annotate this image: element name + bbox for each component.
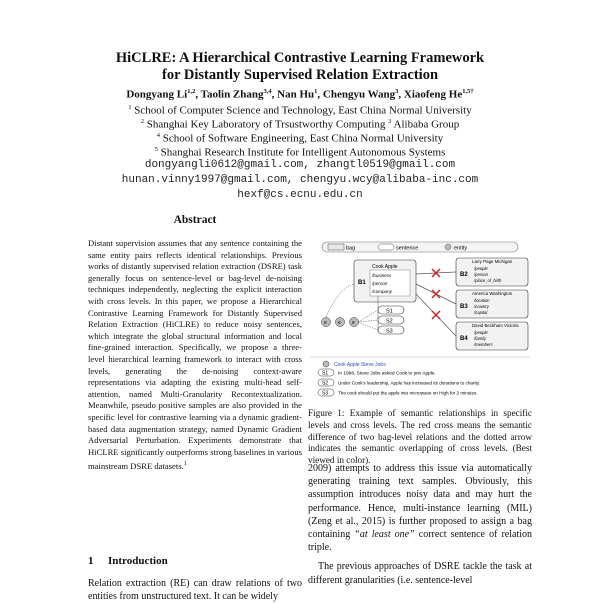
bag-2	[456, 258, 528, 286]
bag-1-rel: /business	[372, 273, 392, 278]
aff-text-2: Alibaba Group	[393, 118, 460, 131]
legend-bag-swatch	[328, 244, 344, 250]
aff-sup: 2	[140, 118, 144, 125]
author-name: Xiaofeng He	[403, 88, 463, 101]
bag-3-rel: /capital	[474, 310, 488, 315]
entity-examples: Cook Apple Steve Jobs	[334, 362, 386, 368]
section-number: 1	[88, 555, 94, 567]
title-line-2: for Distantly Supervised Relation Extraction	[161, 67, 439, 83]
right-column-body	[308, 462, 532, 587]
bag-4-rel: /members	[474, 342, 493, 347]
author-name: Nan Hu	[277, 88, 315, 101]
paper-title	[0, 50, 600, 84]
bag-4-header: David Beckham Victoria	[472, 323, 519, 328]
affiliation-4	[0, 143, 600, 160]
bag-2-rel: /place_of_birth	[474, 278, 502, 283]
author-affiliation-sup: 1,2	[187, 88, 196, 95]
sentence-node-s2	[378, 316, 404, 325]
aff-sup: 1	[128, 104, 132, 111]
bag-4	[456, 322, 528, 350]
bag-2-rel: /person	[474, 272, 488, 277]
bag-3-rel: /country	[474, 304, 489, 309]
author-affiliation-sup: 1,5†	[462, 88, 474, 95]
s1-tag-label: S1	[322, 370, 329, 377]
figure-caption: Figure 1: Example of semantic relationships in specific levels and cross levels. The red cross means the semantic difference of two bag-level relations and the dotted arrow indicates the semantic overlapping of cross levels. (Best viewed in color).	[308, 408, 532, 466]
aff-text: School of Software Engineering, East China Normal University	[162, 132, 444, 145]
entity-label: e	[352, 320, 355, 326]
right-paragraph-2: The previous approaches of DSRE tackle the task at different granularities (i.e. sentence-level	[308, 561, 532, 586]
entity-label: e	[324, 320, 327, 326]
title-line-1: HiCLRE: A Hierarchical Contrastive Learning Framework	[115, 50, 485, 66]
legend-entity-swatch	[445, 244, 451, 250]
author-affiliation-sup: 3,4	[263, 88, 272, 95]
legend-sentence-label: sentence	[396, 245, 419, 252]
bag-1-header: Cook Apple	[372, 264, 398, 270]
red-cross	[432, 269, 440, 319]
right-para1-emphasis: “at least one”	[354, 529, 415, 541]
s1-sentence: In 1998, Steve Jobs asked Cook to join Apple.	[338, 371, 436, 377]
sentence-node-s3	[378, 326, 404, 335]
s2-label: S2	[386, 318, 393, 325]
bag-3-label: B3	[460, 304, 468, 310]
bag-2-rel: /people	[474, 266, 488, 271]
bag-2-header: Larry Page Michigan	[472, 259, 513, 264]
bag-3	[456, 290, 528, 318]
entity-node	[350, 318, 359, 327]
right-para1-tail: correct sentence of relation triple.	[308, 529, 533, 554]
author-affiliation-sup: 1	[314, 88, 318, 95]
author-affiliation-sup: 3	[395, 88, 399, 95]
entity-node	[336, 318, 345, 327]
section-heading	[88, 555, 302, 567]
author-name: Dongyang Li	[126, 88, 188, 101]
aff-sup: 5	[154, 146, 158, 153]
legend-sentence-swatch	[378, 244, 394, 250]
abstract-heading: Abstract	[173, 214, 217, 226]
author-list: Dongyang Li$^{1,2}$, Taolin Zhang$^{3,4}$, Nan Hu$^1$, Chengyu Wang$^3$, Xiaofeng $He^{1,5\dagger}$	[126, 88, 474, 101]
bag-1-rel: /person	[372, 281, 388, 286]
legend-bag-label: bag	[346, 245, 356, 252]
abstract-text: Distant supervision assumes that any sentence containing the same entity pairs reflects identical relationships. Previous works of distantly supervised relation extraction (DSRE) task generally focus on sentence-level or bag-level de-noising techniques independently, neglecting the explicit interaction with cross levels. In this paper, we propose a Hierarchical Contrastive Learning Framework for Distantly Supervised Relation Extraction (HiCLRE) to reduce noisy sentences, which integrate the global structural information and local fine-grained interaction. Specifically, we propose a three-level hierarchical learning framework to interact with cross levels, generating the de-noising context-aware representations via adapting the existing multi-head self-attention, named Multi-Granularity Recontextualization. Meanwhile, pseudo positive samples are also provided in the specific level for contrastive learning via a dynamic gradient-based data augmentation strategy, named Dynamic Gradient Adversarial Perturbation. Experiments demonstrate that HiCLRE significantly outperforms strong baselines in various mainstream DSRE datasets.	[88, 238, 302, 472]
entity-node	[322, 318, 331, 327]
author-name: Chengyu Wang	[322, 88, 396, 101]
email-line-1: dongyangli0612@gmail.com, zhangtl0519@gmail.com	[144, 159, 456, 171]
right-para1-text: 2009) attempts to address this issue via automatically generating training text samples. Obviously, this assumption introduces noisy data and may hurt the performance. Hence, multi-instance learning (MIL) (Zeng et al., 2015) is further proposed to assign a bag containing	[308, 463, 532, 541]
bag-4-label: B4	[460, 336, 468, 342]
entity-label: e	[338, 320, 341, 326]
s2-sentence: Under Cook's leadership, Apple has increased its donations to charity.	[338, 380, 481, 386]
bag-3-header: America Washington	[472, 291, 513, 296]
bag-4-rel: /family	[474, 336, 487, 341]
bag-3-rel: /location	[474, 298, 490, 303]
bag-1-label: B1	[358, 280, 366, 286]
aff-text: Shanghai Key Laboratory of Trsustworthy Computing	[146, 118, 386, 131]
aff-text: Shanghai Research Institute for Intelligent Autonomous Systems	[160, 146, 446, 159]
dotted-arrow	[326, 284, 354, 317]
author-name: Taolin Zhang	[200, 88, 264, 101]
entity-legend-dot	[323, 361, 329, 367]
figure-1	[308, 240, 532, 400]
s3-sentence: The cook should put the apple into microwave on High for 2 minutes.	[338, 390, 478, 396]
dotted-arrow	[358, 322, 378, 330]
abstract-footnote: 1	[183, 460, 187, 468]
section-title: Introduction	[108, 555, 168, 567]
s1-label: S1	[386, 308, 393, 315]
sentence-node-s1	[378, 306, 404, 315]
s2-tag-label: S2	[322, 380, 329, 387]
intro-paragraph: Relation extraction (RE) can draw relations of two entities from unstructured text. It can be widely	[88, 578, 302, 602]
abstract-body	[88, 238, 302, 473]
email-line-2: hunan.vinny1997@gmail.com, chengyu.wcy@alibaba-inc.com	[121, 174, 479, 186]
dotted-arrow	[358, 310, 378, 322]
aff-sup: 4	[156, 132, 161, 139]
bag-4-rel: /people	[474, 330, 488, 335]
bag-2-label: B2	[460, 272, 468, 278]
s3-tag-label: S3	[322, 390, 329, 397]
legend-entity-label: entity	[454, 245, 468, 252]
figure-diagram	[308, 240, 532, 400]
aff-sup-2: 3	[388, 118, 392, 125]
right-paragraph-1	[308, 462, 532, 554]
s3-label: S3	[386, 328, 393, 335]
bag-1-rel: /company	[372, 289, 392, 294]
email-line-3: hexf@cs.ecnu.edu.cn	[237, 189, 363, 201]
aff-text: School of Computer Science and Technology, East China Normal University	[134, 104, 472, 117]
